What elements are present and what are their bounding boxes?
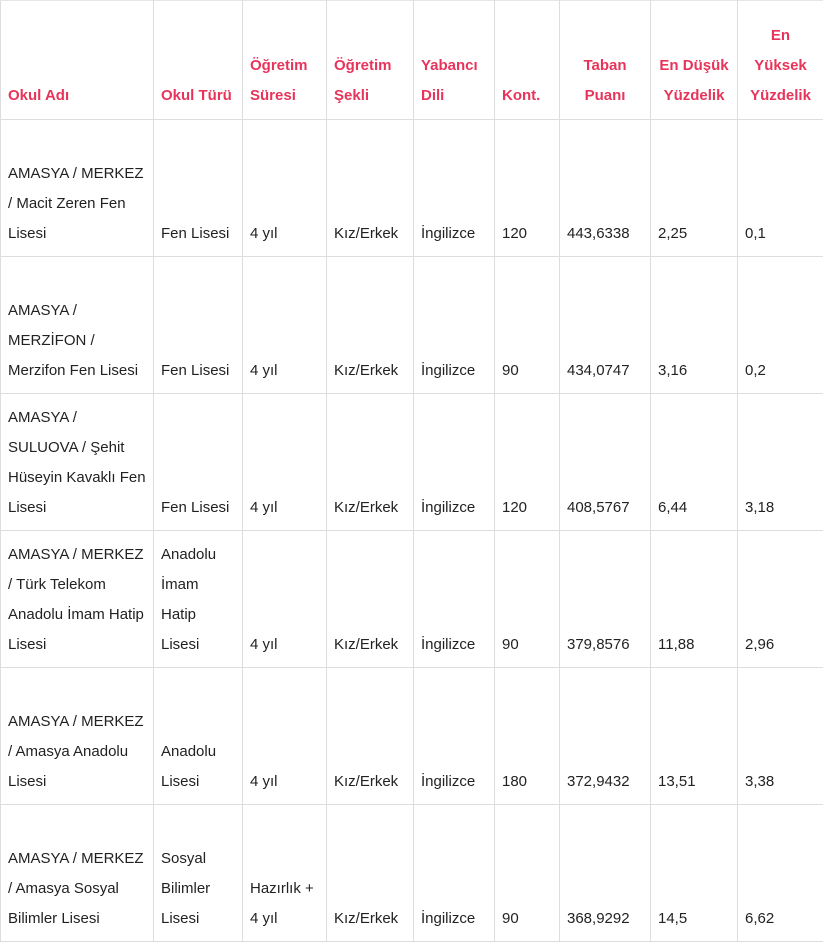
- cell-ogretim-suresi: 4 yıl: [243, 668, 327, 805]
- cell-yabanci-dili: İngilizce: [414, 668, 495, 805]
- cell-okul-turu: Fen Lisesi: [154, 120, 243, 257]
- cell-ogretim-suresi: 4 yıl: [243, 394, 327, 531]
- header-en-yuksek-yuzdelik: En Yüksek Yüzdelik: [738, 1, 823, 120]
- header-ogretim-sekli: Öğretim Şekli: [327, 1, 414, 120]
- table-header: [1, 1, 823, 120]
- cell-taban-puani: 408,5767: [560, 394, 651, 531]
- cell-ogretim-suresi: 4 yıl: [243, 257, 327, 394]
- table-body: [1, 120, 823, 942]
- header-ogretim-suresi: Öğretim Süresi: [243, 1, 327, 120]
- table-row: [1, 668, 823, 805]
- cell-en-dusuk-yuzdelik: 13,51: [651, 668, 738, 805]
- cell-kont: 90: [495, 257, 560, 394]
- table-row: [1, 394, 823, 531]
- cell-en-yuksek-yuzdelik: 2,96: [738, 531, 823, 668]
- cell-ogretim-sekli: Kız/Erkek: [327, 257, 414, 394]
- cell-okul-adi: AMASYA / MERKEZ / Macit Zeren Fen Lisesi: [1, 120, 154, 257]
- cell-okul-turu: Sosyal Bilimler Lisesi: [154, 805, 243, 942]
- header-row: [1, 1, 823, 120]
- header-taban-puani: Taban Puanı: [560, 1, 651, 120]
- cell-yabanci-dili: İngilizce: [414, 120, 495, 257]
- cell-ogretim-sekli: Kız/Erkek: [327, 394, 414, 531]
- cell-taban-puani: 372,9432: [560, 668, 651, 805]
- table-row: [1, 805, 823, 942]
- cell-okul-turu: Anadolu İmam Hatip Lisesi: [154, 531, 243, 668]
- header-kont: Kont.: [495, 1, 560, 120]
- cell-en-yuksek-yuzdelik: 0,1: [738, 120, 823, 257]
- table-row: [1, 531, 823, 668]
- cell-yabanci-dili: İngilizce: [414, 257, 495, 394]
- cell-en-yuksek-yuzdelik: 0,2: [738, 257, 823, 394]
- cell-en-dusuk-yuzdelik: 2,25: [651, 120, 738, 257]
- cell-en-yuksek-yuzdelik: 3,38: [738, 668, 823, 805]
- cell-ogretim-suresi: 4 yıl: [243, 531, 327, 668]
- cell-en-dusuk-yuzdelik: 3,16: [651, 257, 738, 394]
- cell-okul-adi: AMASYA / MERKEZ / Türk Telekom Anadolu İmam Hatip Lisesi: [1, 531, 154, 668]
- cell-okul-adi: AMASYA / MERZİFON / Merzifon Fen Lisesi: [1, 257, 154, 394]
- cell-en-dusuk-yuzdelik: 11,88: [651, 531, 738, 668]
- header-okul-turu: Okul Türü: [154, 1, 243, 120]
- cell-taban-puani: 379,8576: [560, 531, 651, 668]
- cell-taban-puani: 443,6338: [560, 120, 651, 257]
- header-yabanci-dili: Yabancı Dili: [414, 1, 495, 120]
- cell-ogretim-suresi: 4 yıl: [243, 120, 327, 257]
- table-row: [1, 257, 823, 394]
- cell-taban-puani: 434,0747: [560, 257, 651, 394]
- header-okul-adi: Okul Adı: [1, 1, 154, 120]
- cell-en-yuksek-yuzdelik: 3,18: [738, 394, 823, 531]
- cell-kont: 120: [495, 120, 560, 257]
- cell-ogretim-sekli: Kız/Erkek: [327, 120, 414, 257]
- cell-ogretim-sekli: Kız/Erkek: [327, 531, 414, 668]
- cell-okul-turu: Anadolu Lisesi: [154, 668, 243, 805]
- cell-yabanci-dili: İngilizce: [414, 394, 495, 531]
- cell-okul-adi: AMASYA / MERKEZ / Amasya Anadolu Lisesi: [1, 668, 154, 805]
- cell-en-dusuk-yuzdelik: 6,44: [651, 394, 738, 531]
- header-en-dusuk-yuzdelik: En Düşük Yüzdelik: [651, 1, 738, 120]
- cell-en-dusuk-yuzdelik: 14,5: [651, 805, 738, 942]
- cell-yabanci-dili: İngilizce: [414, 531, 495, 668]
- cell-kont: 120: [495, 394, 560, 531]
- cell-kont: 180: [495, 668, 560, 805]
- table-row: [1, 120, 823, 257]
- cell-taban-puani: 368,9292: [560, 805, 651, 942]
- cell-kont: 90: [495, 805, 560, 942]
- cell-ogretim-sekli: Kız/Erkek: [327, 805, 414, 942]
- cell-yabanci-dili: İngilizce: [414, 805, 495, 942]
- cell-ogretim-sekli: Kız/Erkek: [327, 668, 414, 805]
- cell-ogretim-suresi: Hazırlık + 4 yıl: [243, 805, 327, 942]
- cell-okul-adi: AMASYA / MERKEZ / Amasya Sosyal Bilimler Lisesi: [1, 805, 154, 942]
- cell-en-yuksek-yuzdelik: 6,62: [738, 805, 823, 942]
- cell-kont: 90: [495, 531, 560, 668]
- cell-okul-adi: AMASYA / SULUOVA / Şehit Hüseyin Kavaklı Fen Lisesi: [1, 394, 154, 531]
- cell-okul-turu: Fen Lisesi: [154, 257, 243, 394]
- cell-okul-turu: Fen Lisesi: [154, 394, 243, 531]
